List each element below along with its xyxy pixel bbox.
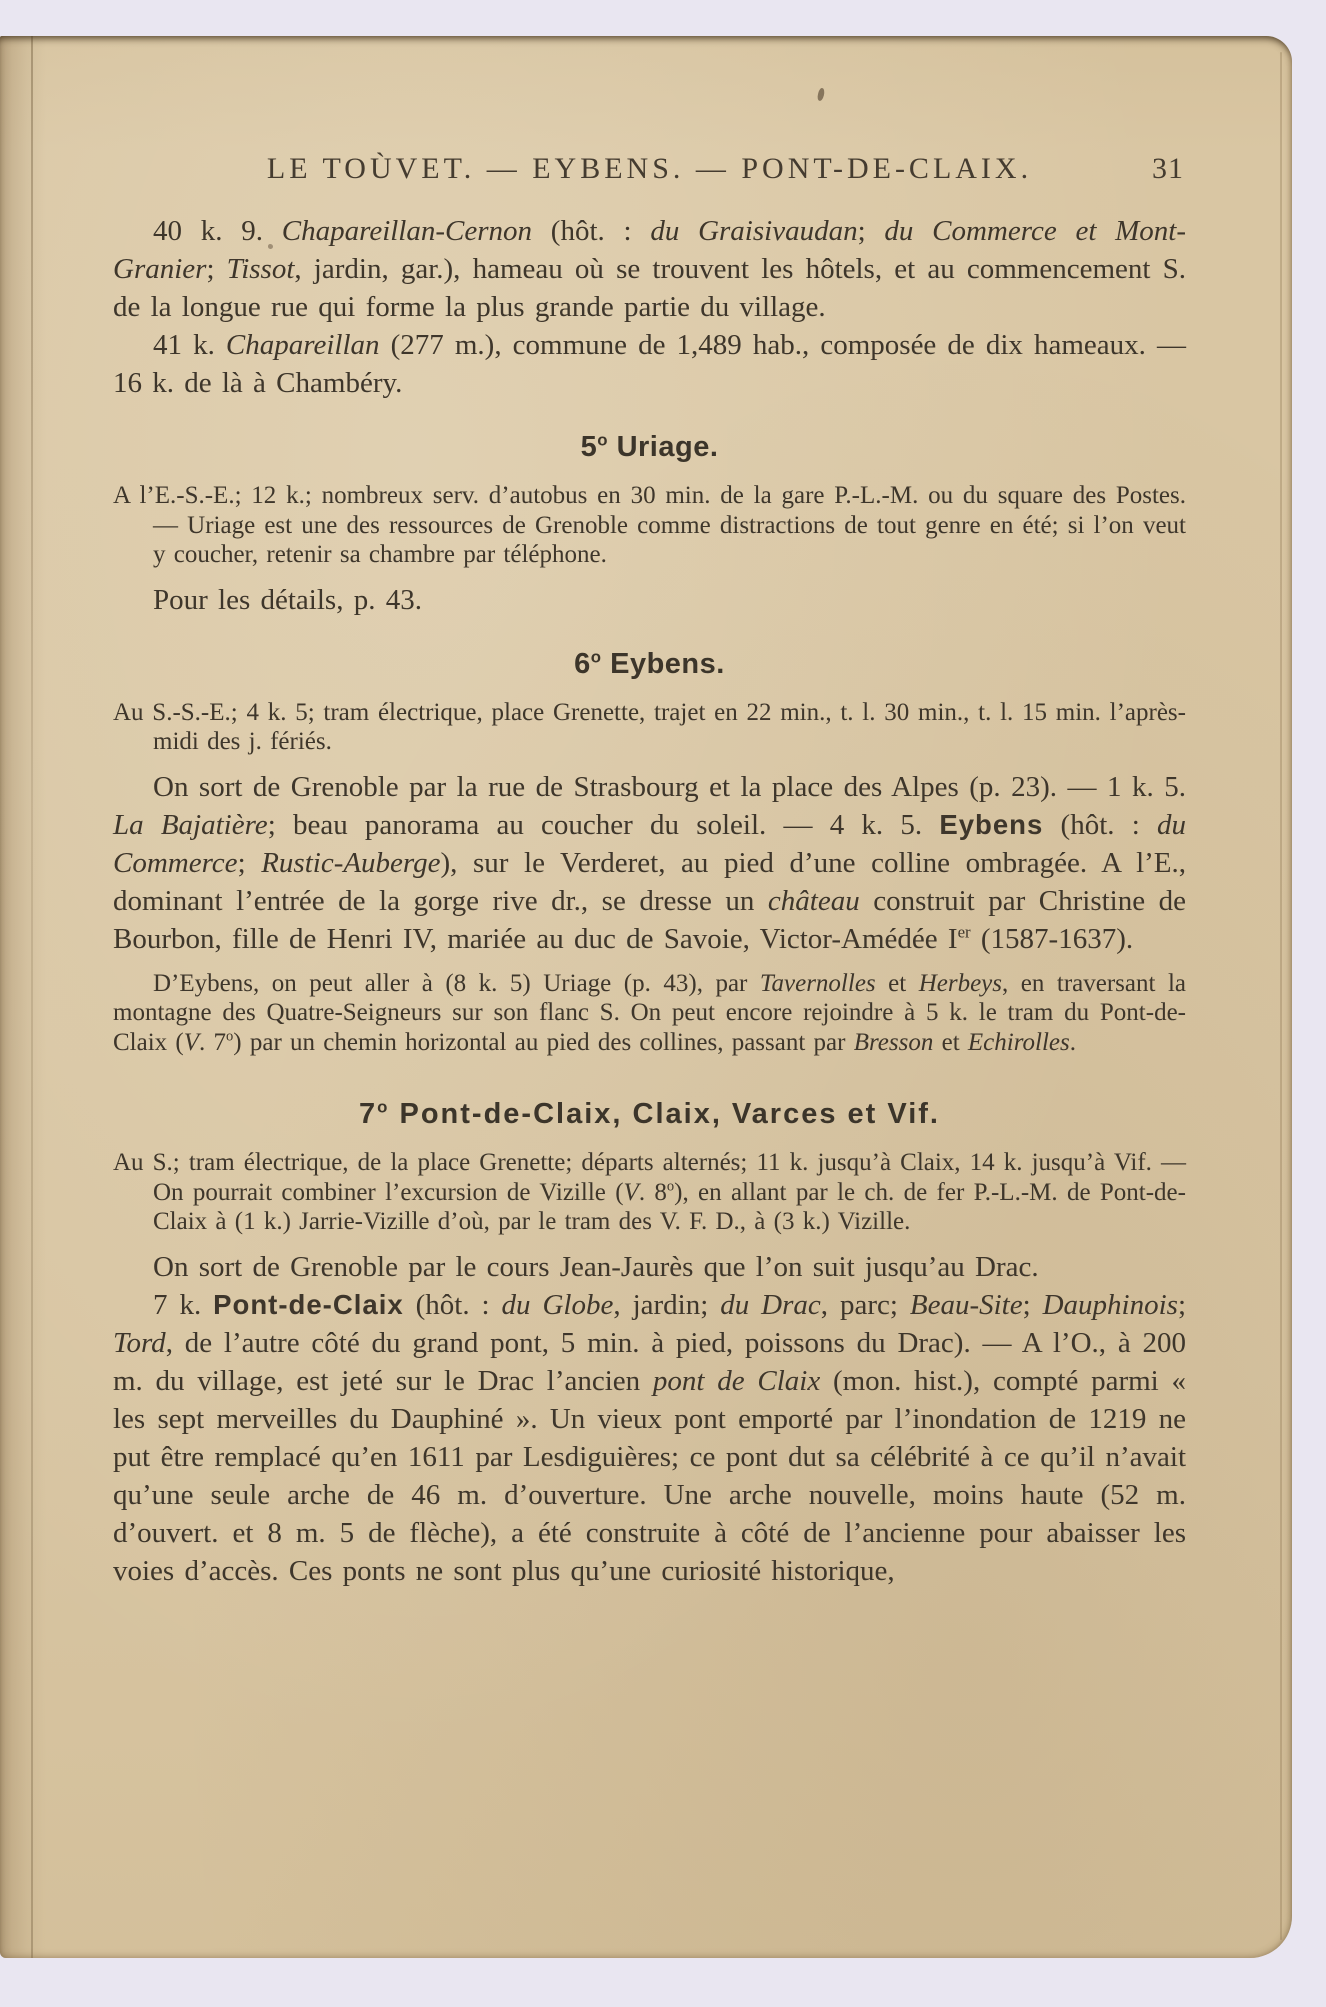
text-run: Eybens bbox=[939, 808, 1044, 840]
text-run: Chapareillan-Cernon bbox=[281, 215, 533, 247]
text-run: et bbox=[933, 1028, 968, 1056]
content-blocks bbox=[113, 212, 1186, 1590]
paragraph bbox=[113, 326, 1186, 402]
text-run: du Drac bbox=[720, 1288, 821, 1321]
text-run: et bbox=[875, 969, 919, 997]
section-heading bbox=[113, 428, 1186, 466]
text-run: Tavernolles bbox=[759, 969, 876, 997]
paragraph bbox=[113, 1148, 1186, 1237]
text-run: (hôt. : bbox=[1043, 808, 1157, 841]
text-run: construit par Christine de Bourbon, fille de Henri IV, mariée au duc de Savoie, Victor-Amédée I bbox=[113, 884, 1187, 955]
paragraph bbox=[113, 212, 1186, 326]
text-run: 41 k. bbox=[153, 329, 226, 361]
text-run: (277 m.), commune de 1,489 hab., composée de dix hameaux. — 16 k. de là à Chambéry. bbox=[113, 329, 1187, 399]
text-run: 5 bbox=[580, 431, 598, 463]
text-run: Herbeys bbox=[918, 969, 1003, 997]
text-run: , jardin, gar.), hameau où se trouvent les hôtels, et au commencement S. de la longue rue qui forme la plus grande partie du village. bbox=[113, 253, 1186, 323]
text-run: D’Eybens, on peut aller à (8 k. 5) Uriage (p. 43), par bbox=[153, 969, 760, 997]
text-run: ; bbox=[206, 253, 227, 285]
text-run: o bbox=[597, 430, 609, 450]
text-run: Tissot bbox=[226, 253, 295, 285]
text-run: 6 bbox=[574, 647, 591, 680]
text-run: du Commerce et Mont-Granier bbox=[113, 215, 1187, 285]
page-number: 31 bbox=[1152, 152, 1184, 185]
text-run: Au S.; tram électrique, de la place Grenette; départs alternés; 11 k. jusqu’à Claix, 14 k. jusqu’à Vif. — On pourrait combiner l’excursion de Vizille ( bbox=[113, 1149, 1186, 1206]
text-run: ), en allant par le ch. de fer P.-L.-M. de Pont-de-Claix à (1 k.) Jarrie-Vizille d’où, par le tram des V. F. D., à (3 k.) Vizille. bbox=[153, 1178, 1186, 1235]
text-run: Bresson bbox=[853, 1028, 934, 1056]
text-run: ) par un chemin horizontal au pied des collines, passant par bbox=[233, 1028, 854, 1056]
text-run: Echirolles bbox=[967, 1028, 1070, 1056]
text-run: (hôt. : bbox=[532, 215, 651, 247]
text-run: (mon. hist.), compté parmi « les sept merveilles du Dauphiné ». Un vieux pont emporté par l’inondation de 1219 ne put être remplacé qu’en 1611 par Lesdiguières; ce pont dut sa célébrité à ce qu’il n’avait qu’une seule arche de 46 m. d’ouverture. Une arche nouvelle, moins haute (52 m. d’ouvert. et 8 m. 5 de flèche), a été construite à côté de l’ancienne pour abaisser les voies d’accès. Ces ponts ne sont plus qu’une curiosité historique, bbox=[113, 1364, 1186, 1587]
text-run: , jardin; bbox=[613, 1288, 721, 1321]
text-run: Pont-de-Claix bbox=[213, 1288, 404, 1320]
text-run: V bbox=[183, 1028, 200, 1056]
text-run: On sort de Grenoble par la rue de Strasbourg et la place des Alpes (p. 23). — 1 k. 5. bbox=[153, 770, 1186, 803]
text-run: A l’E.-S.-E.; 12 k.; nombreux serv. d’autobus en 30 min. de la gare P.-L.-M. ou du square des Postes. — Uriage est une des ressources de Grenoble comme distractions de tout genre en été; si l’on veut y coucher, retenir sa chambre par téléphone. bbox=[113, 482, 1186, 568]
paragraph bbox=[113, 581, 1186, 619]
text-run: ; bbox=[237, 846, 262, 879]
page-gutter-shadow bbox=[0, 36, 46, 1958]
text-run: 7 bbox=[359, 1098, 378, 1130]
text-run: du Graisivaudan bbox=[650, 215, 858, 247]
text-run: ; bbox=[1177, 1288, 1186, 1321]
text-run: château bbox=[767, 884, 860, 917]
paragraph bbox=[113, 481, 1186, 570]
section-heading bbox=[113, 1095, 1186, 1133]
page-title: LE TOÙVET. — EYBENS. — PONT-DE-CLAIX. bbox=[266, 152, 1033, 185]
text-run: , en traversant la montagne des Quatre-Seigneurs sur son flanc S. On peut encore rejoindre à 5 k. le tram du Pont-de-Claix ( bbox=[113, 969, 1186, 1056]
section-heading bbox=[113, 645, 1186, 683]
text-run: o bbox=[377, 1097, 390, 1117]
text-run: . 7 bbox=[199, 1028, 227, 1056]
text-run: Au S.-S.-E.; 4 k. 5; tram électrique, place Grenette, trajet en 22 min., t. l. 30 min., t. l. 15 min. l’après-midi des j. fériés. bbox=[113, 698, 1186, 755]
text-run: Pour les détails, p. 43. bbox=[153, 583, 422, 616]
gutter-crease-line bbox=[31, 36, 33, 1958]
text-run: du Globe bbox=[501, 1288, 614, 1321]
text-run: ; bbox=[1022, 1288, 1043, 1321]
text-run: (1587-1637). bbox=[970, 922, 1134, 955]
text-run: Uriage. bbox=[608, 431, 719, 463]
text-run: pont de Claix bbox=[652, 1364, 821, 1397]
page-edge-line bbox=[1280, 52, 1282, 1940]
text-run: . 8 bbox=[638, 1178, 667, 1206]
text-run: o bbox=[226, 1028, 234, 1045]
text-run: Eybens. bbox=[601, 647, 725, 680]
paragraph bbox=[113, 1248, 1186, 1286]
text-run: Dauphinois bbox=[1042, 1288, 1178, 1321]
text-run: Beau-Site bbox=[909, 1288, 1023, 1321]
text-run: ; beau panorama au coucher du soleil. — 4 k. 5. bbox=[267, 808, 940, 841]
text-run: . bbox=[1069, 1028, 1076, 1056]
running-header bbox=[113, 150, 1186, 188]
text-run: , de l’autre côté du grand pont, 5 min. à pied, poissons du Drac). — A l’O., à 200 m. du village, est jeté sur le Drac l’ancien bbox=[113, 1326, 1186, 1397]
text-run: ), sur le Verderet, au pied d’une colline ombragée. A l’E., dominant l’entrée de la gorge rive dr., se dresse un bbox=[113, 846, 1186, 917]
paragraph bbox=[113, 969, 1186, 1058]
text-run: du Commerce bbox=[113, 808, 1186, 879]
paragraph bbox=[113, 1286, 1186, 1590]
text-run: o bbox=[666, 1178, 675, 1195]
text-run: Chapareillan bbox=[225, 329, 380, 361]
paragraph bbox=[113, 768, 1186, 958]
text-run: Tord bbox=[113, 1326, 166, 1359]
text-run: , parc; bbox=[820, 1288, 910, 1321]
text-run: V bbox=[623, 1178, 639, 1206]
text-run: 7 k. bbox=[153, 1288, 214, 1321]
text-run: ; bbox=[857, 215, 885, 247]
text-run: Pont-de-Claix, Claix, Varces et Vif. bbox=[389, 1098, 940, 1130]
book-page bbox=[0, 36, 1292, 1958]
text-run: La Bajatière bbox=[113, 808, 268, 841]
text-run: o bbox=[590, 646, 602, 666]
text-run: Rustic-Auberge bbox=[261, 846, 441, 879]
text-run: (hôt. : bbox=[403, 1288, 502, 1321]
paragraph bbox=[113, 698, 1186, 757]
text-run: er bbox=[957, 921, 971, 941]
ink-speck bbox=[817, 87, 826, 101]
text-run: On sort de Grenoble par le cours Jean-Jaurès que l’on suit jusqu’au Drac. bbox=[153, 1250, 1039, 1283]
text-block bbox=[113, 150, 1186, 1590]
text-run: 40 k. 9. bbox=[153, 215, 282, 247]
